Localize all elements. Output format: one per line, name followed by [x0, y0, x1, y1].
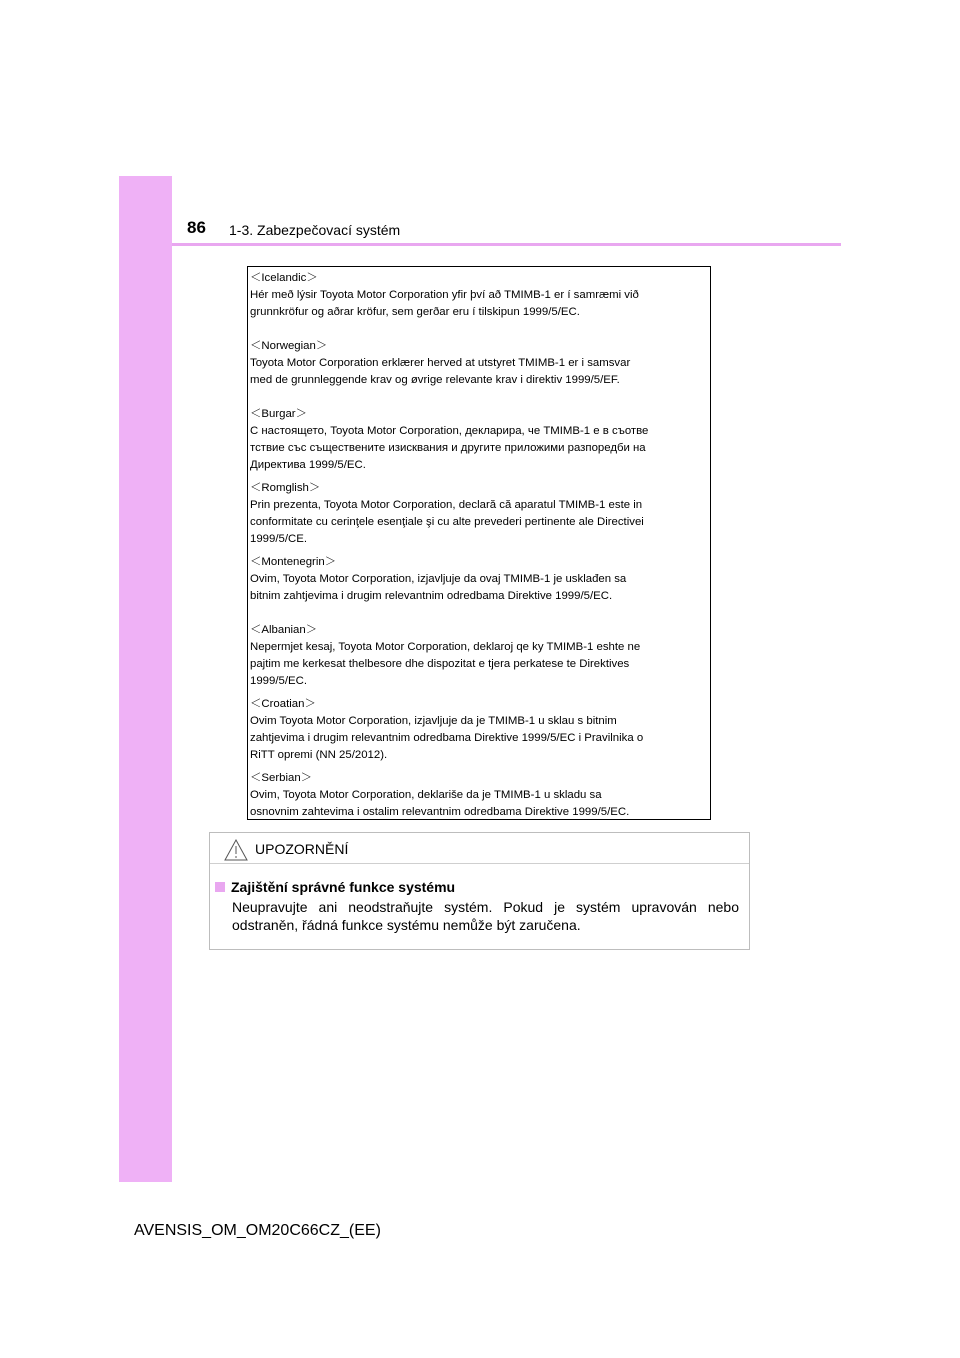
section-title: 1-3. Zabezpečovací systém	[229, 222, 401, 238]
declaration-line: osnovnim zahtevima i ostalim relevantnim odredbama Direktive 1999/5/EC.	[250, 806, 630, 818]
declaration-line: тствие със съществените изисквания и другите приложими разпоредби на	[250, 442, 646, 454]
declaration-line: Nepermjet kesaj, Toyota Motor Corporation, deklaroj qe ky TMIMB-1 eshte ne	[250, 641, 641, 653]
declaration-icelandic	[250, 270, 708, 321]
caution-item-heading	[215, 878, 739, 896]
side-tab-bar	[119, 176, 172, 1182]
declaration-line: Ovim Toyota Motor Corporation, izjavljuje da je TMIMB-1 u sklau s bitnim	[250, 715, 617, 727]
declaration-language: ＜Icelandic＞	[250, 272, 318, 284]
caution-item-heading-text: Zajištění správné funkce systému	[231, 879, 456, 895]
declaration-line: RiTT opremi (NN 25/2012).	[250, 749, 388, 761]
declaration-line: Ovim, Toyota Motor Corporation, deklariše da je TMIMB-1 u skladu sa	[250, 789, 602, 801]
caution-item-text: Neupravujte ani neodstraňujte systém. Pokud je systém upravován nebo odstraněn, řádná funkce systému nemůže být zaručena.	[232, 899, 739, 933]
declaration-language: ＜Romglish＞	[250, 482, 321, 494]
declaration-croatian	[250, 696, 708, 764]
declaration-line: С настоящето, Toyota Motor Corporation, декларира, че TMIMB-1 е в съотве	[250, 425, 649, 437]
declaration-language: ＜Albanian＞	[250, 624, 318, 636]
declaration-norwegian	[250, 338, 708, 389]
declaration-montenegrin	[250, 554, 708, 605]
page-number: 86	[187, 218, 206, 237]
declaration-serbian	[250, 770, 708, 821]
declaration-line: Ovim, Toyota Motor Corporation, izjavljuje da ovaj TMIMB-1 je usklađen sa	[250, 573, 627, 585]
square-bullet-icon	[215, 882, 225, 892]
caution-title: UPOZORNĚNÍ	[255, 841, 349, 857]
declaration-language: ＜Montenegrin＞	[250, 556, 337, 568]
declaration-line: 1999/5/CE.	[250, 533, 307, 545]
declaration-line: Prin prezenta, Toyota Motor Corporation, declară că aparatul TMIMB-1 este in	[250, 499, 643, 511]
declaration-line: 1999/5/EC.	[250, 675, 307, 687]
declaration-line: bitnim zahtjevima i drugim relevantnim odredbama Direktive 1999/5/EC.	[250, 590, 613, 602]
declaration-romglish	[250, 480, 708, 548]
caution-box	[209, 832, 750, 950]
declarations-box	[247, 266, 711, 820]
declaration-albanian	[250, 622, 708, 690]
declaration-language: ＜Serbian＞	[250, 772, 313, 784]
document-code: AVENSIS_OM_OM20C66CZ_(EE)	[134, 1222, 381, 1239]
declaration-burgar	[250, 406, 708, 474]
declaration-language: ＜Burgar＞	[250, 408, 307, 420]
declaration-line: med de grunnleggende krav og øvrige relevante krav i direktiv 1999/5/EF.	[250, 374, 620, 386]
declaration-line: Директива 1999/5/ЕС.	[250, 459, 366, 471]
declaration-line: Toyota Motor Corporation erklærer herved at utstyret TMIMB-1 er i samsvar	[250, 357, 631, 369]
declaration-line: conformitate cu cerinţele esenţiale şi cu alte prevederi pertinente ale Directivei	[250, 516, 644, 528]
caution-body	[210, 864, 749, 934]
declaration-language: ＜Croatian＞	[250, 698, 316, 710]
declaration-language: ＜Norwegian＞	[250, 340, 328, 352]
declaration-line: zahtjevima i drugim relevantnim odredbama Direktive 1999/5/EC i Pravilnika o	[250, 732, 644, 744]
declaration-line: grunnkröfur og aðrar kröfur, sem gerðar eru í tilskipun 1999/5/EC.	[250, 306, 580, 318]
warning-triangle-icon	[224, 839, 248, 861]
declaration-line: Hér með lýsir Toyota Motor Corporation yfir því að TMIMB-1 er í samræmi við	[250, 289, 639, 301]
declaration-line: pajtim me kerkesat thelbesore dhe dispozitat e tjera perkatese te Direktives	[250, 658, 630, 670]
header-divider	[172, 243, 841, 246]
caution-header	[210, 833, 749, 864]
